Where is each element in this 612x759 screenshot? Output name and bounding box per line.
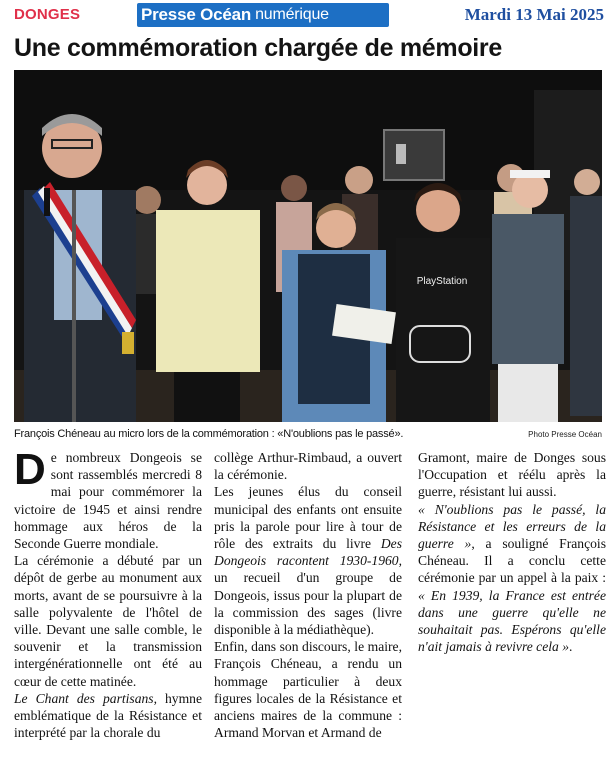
song-title: Le Chant des partisans — [14, 690, 154, 706]
page-header — [0, 0, 612, 30]
masthead-logo — [137, 3, 389, 27]
paragraph-text: , hymne emblématique de la Résistance et interprété par la chorale du — [14, 690, 202, 741]
article-paragraph: La cérémonie a débuté par un dépôt de gerbe au monument aux morts, avant de se poursuivre à la salle polyvalente de l'hôtel de ville. Devant une salle comble, le souvenir et la transmission intergénérationnelle ont été au cœur de cette matinée. — [14, 553, 202, 689]
article-column-3 — [418, 449, 606, 655]
drop-cap: D — [14, 445, 46, 494]
paragraph-text: collège Arthur-Rimbaud, a ouvert la cérémonie. — [214, 450, 402, 483]
paragraph-text: . — [569, 639, 573, 655]
section-label: DONGES — [14, 6, 81, 23]
article-body — [14, 445, 606, 755]
paragraph-text: Les jeunes élus du conseil municipal des enfants ont ensuite pris la parole pour lire à tour de rôle des extraits du livre — [214, 484, 402, 552]
article-paragraph — [418, 501, 606, 656]
article-headline: Une commémoration chargée de mémoire — [14, 34, 502, 62]
article-paragraph — [14, 445, 202, 552]
paragraph-text: , un recueil d'un groupe de Dongeois, issus pour la plupart de la commission des sages (livre disponible à la médiathèque). — [214, 553, 402, 638]
photo-credit: Photo Presse Océan — [528, 430, 602, 439]
quote: « En 1939, la France est entrée dans une guerre qu'elle ne souhaitait pas. Espérons qu'elle n'ait jamais à revivre cela » — [418, 587, 606, 655]
article-photo — [14, 70, 602, 422]
caption-text: François Chéneau au micro lors de la commémoration : «N'oublions pas le passé». — [14, 428, 404, 440]
hoodie-text: PlayStation — [416, 276, 468, 287]
paragraph-text: e nombreux Dongeois se sont rassemblés mercredi 8 mai pour commémorer la victoire de 1945 et ainsi rendre hommage aux héros de la Seconde Guerre mondiale. — [14, 450, 202, 552]
quote: « N'oublions pas le passé, la Résistance et les erreurs de la guerre » — [418, 501, 606, 552]
masthead-sub: numérique — [255, 6, 329, 23]
photo-illustration — [14, 70, 602, 422]
article-paragraph — [214, 449, 402, 483]
article-paragraph: Enfin, dans son discours, le maire, François Chéneau, a rendu un hommage particulier à deux figures locales de la Résistance et anciens maires de la commune : Armand Morvan et Armand de — [214, 639, 402, 741]
masthead-name: Presse Océan — [141, 5, 252, 24]
publication-date: Mardi 13 Mai 2025 — [464, 5, 604, 24]
article-paragraph: Gramont, maire de Donges sous l'Occupation et réélu après la guerre, résistant lui aussi. — [418, 450, 606, 500]
article-column-2 — [214, 449, 402, 741]
photo-caption — [14, 428, 602, 446]
article-paragraph — [14, 690, 202, 742]
article-column-1 — [14, 445, 202, 741]
book-title: Des Dongeois racontent 1930-1960 — [214, 536, 402, 569]
article-paragraph — [214, 483, 402, 638]
paragraph-text: , a souligné François Chéneau. Il a conclu cette cérémonie par un appel à la paix : — [418, 536, 606, 586]
